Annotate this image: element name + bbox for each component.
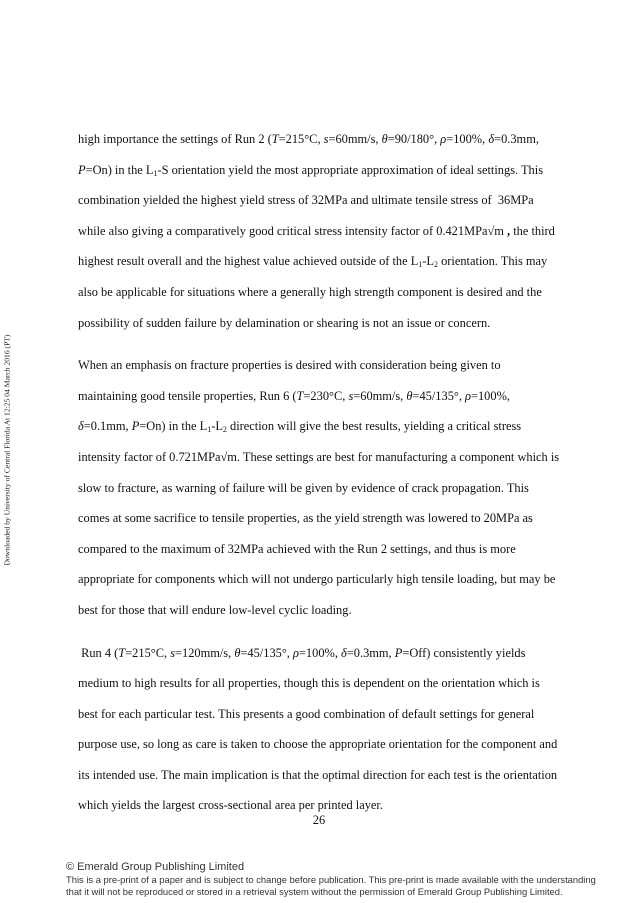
publisher-footer: [66, 861, 626, 897]
text-line: best for each particular test. This presents a good combination of default settings for general: [78, 706, 535, 721]
paragraph-gap: [78, 626, 568, 638]
text-line: P=On) in the $L_1-S$ orientation yield the most appropriate approximation of ideal settings. This: [78, 162, 544, 178]
page-number: 26: [312, 813, 326, 827]
body-text: [78, 124, 568, 821]
paragraph-gap: [78, 338, 568, 350]
download-watermark: [0, 0, 14, 903]
text-line: also be applicable for situations where a generally high strength component is desired and the: [78, 284, 542, 299]
text-line: combination yielded the highest yield stress of 32MPa and ultimate tensile stress of 36MPa: [78, 193, 534, 208]
text-line: possibility of sudden failure by delamination or shearing is not an issue or concern.: [78, 315, 491, 330]
text-line: purpose use, so long as care is taken to choose the appropriate orientation for the component and: [78, 737, 558, 752]
text-line: while also giving a comparatively good critical stress intensity factor of 0.421MPa√m , the third: [78, 223, 555, 238]
text-line: best for those that will endure low-level cyclic loading.: [78, 602, 352, 617]
preprint-notice-line-1: This is a pre-print of a paper and is subject to change before publication. This pre-print is made available with the understanding: [66, 874, 596, 885]
text-line: When an emphasis on fracture properties is desired with consideration being given to: [78, 358, 501, 373]
copyright-line: © Emerald Group Publishing Limited: [66, 861, 245, 873]
text-line: δ=0.1mm, P=On) in the $L_1-L_2$ direction will give the best results, yielding a critical stress: [78, 419, 522, 435]
text-line: medium to high results for all properties, though this is dependent on the orientation which is: [78, 676, 540, 691]
text-line: which yields the largest cross-sectional area per printed layer.: [78, 798, 383, 813]
text-line: intensity factor of 0.721MPa√m. These settings are best for manufacturing a component which is: [78, 449, 560, 464]
text-line: highest result overall and the highest value achieved outside of the $L_1-L_2$ orientation. This may: [78, 254, 548, 270]
text-line: appropriate for components which will not undergo particularly high tensile loading, but may be: [78, 572, 556, 587]
text-line: comes at some sacrifice to tensile properties, as the yield strength was lowered to 20MPa as: [78, 511, 533, 526]
text-line: Run 4 (T=215°C, s=120mm/s, θ=45/135°, ρ=100%, δ=0.3mm, P=Off) consistently yields: [78, 645, 526, 660]
text-line: maintaining good tensile properties, Run 6 (T=230°C, s=60mm/s, θ=45/135°, ρ=100%,: [78, 388, 510, 403]
text-line: compared to the maximum of 32MPa achieved with the Run 2 settings, and thus is more: [78, 541, 516, 556]
text-line: slow to fracture, as warning of failure will be given by evidence of crack propagation. This: [78, 480, 529, 495]
preprint-notice-line-2: that it will not be reproduced or stored in a retrieval system without the permission of Emerald Group Publishing Limited.: [66, 885, 563, 897]
download-watermark-text: Downloaded by University of Central Florida At 12:25 04 March 2016 (PT): [2, 334, 12, 566]
text-line: its intended use. The main implication is that the optimal direction for each test is the orientation: [78, 767, 558, 782]
text-line: high importance the settings of Run 2 (T=215°C, s=60mm/s, θ=90/180°, ρ=100%, δ=0.3mm,: [78, 132, 539, 146]
